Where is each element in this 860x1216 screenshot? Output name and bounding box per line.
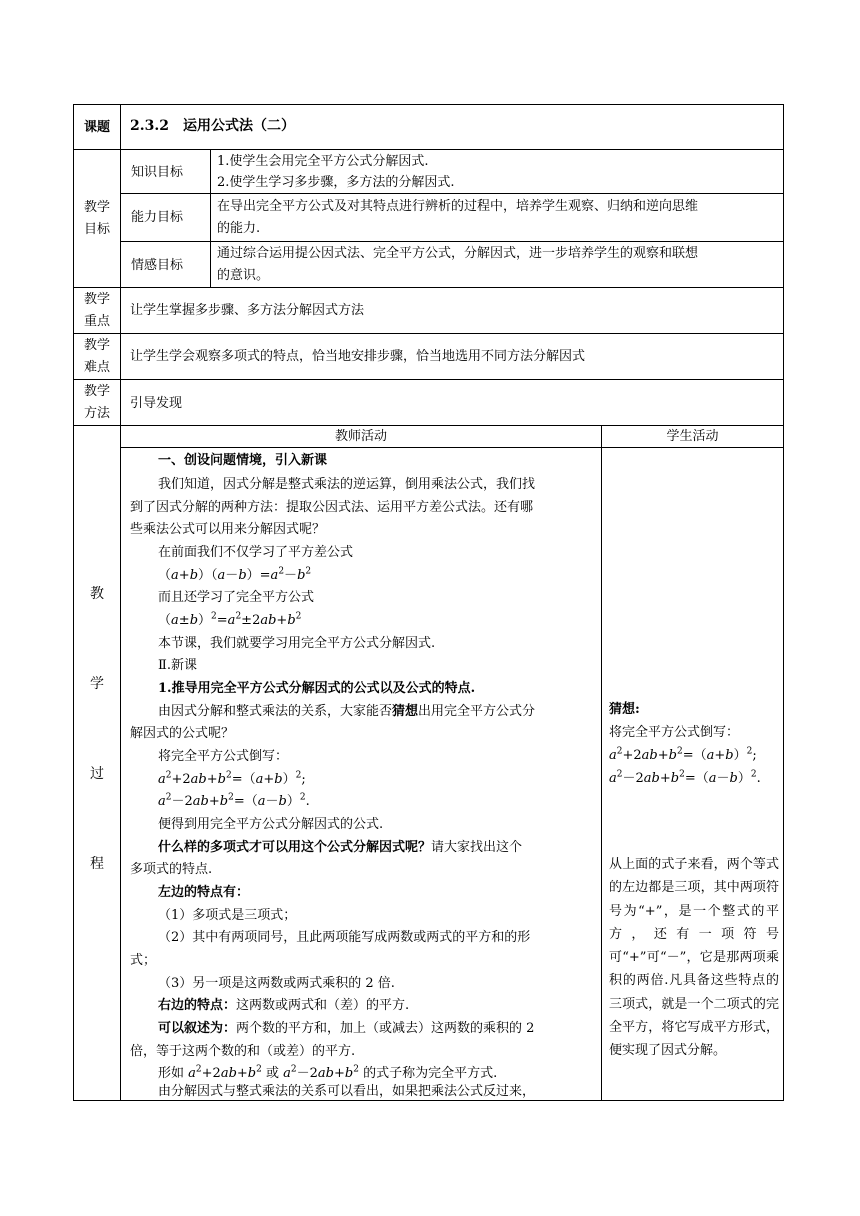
text-segment: 请大家找出这个 — [431, 840, 523, 855]
text-segment: 两个数的平方和，加上（或减去）这两数的乘积的 2 — [236, 1021, 535, 1036]
text-segment: 这两数或两式和（差）的平方. — [236, 998, 410, 1013]
formula-reversed-plus: $a^2+2ab+b^2=(a+b)^2$; — [158, 770, 306, 787]
teacher-line: （2）其中有两项同号，且此两项能写成两数或两式的平方和的形 — [158, 930, 531, 945]
objective-text-ability-2: 的能力. — [217, 221, 261, 236]
process-label-char-4: 程 — [90, 856, 104, 872]
teacher-activity-header: 教师活动 — [334, 429, 387, 444]
key-point-text: 让学生掌握多步骤、多方法分解因式方法 — [130, 303, 365, 318]
teacher-line: （3）另一项是这两数或两式乘积的 2 倍. — [158, 976, 395, 991]
method-text-cell — [120, 379, 784, 426]
question-bold: 什么样的多项式才可以用这个公式分解因式呢？ — [158, 840, 432, 855]
key-point-label-1: 教学 — [83, 292, 110, 307]
left-features-heading: 左边的特点有： — [158, 885, 250, 900]
student-description: 从上面的式子来看，两个等式的左边都是三项，其中两项符号为“+”，是一个整式的平方，还有一项符号可“+”可“－”，它是那两项乘积的两倍.凡具备这些特点的三项式，就是一个二项式的完全平方，将它写成平方形式，便实现了因式分解。 — [609, 857, 779, 1059]
teacher-line: 多项式的特点. — [130, 862, 213, 877]
process-label-cell — [73, 425, 121, 1101]
text-segment: 由因式分解和整式乘法的关系，大家能否 — [158, 704, 393, 719]
method-label-1: 教学 — [83, 384, 110, 399]
text-segment: 的式子称为完全平方式. — [358, 1066, 498, 1081]
key-point-label-2: 重点 — [83, 314, 110, 329]
teacher-line: 式； — [130, 953, 157, 968]
teacher-line: 而且还学习了完全平方公式 — [158, 590, 315, 605]
header-label: 课题 — [83, 120, 110, 135]
objective-text-emotion-2: 的意识。 — [217, 268, 270, 283]
text-segment: 或 — [261, 1066, 284, 1081]
student-activity-header: 学生活动 — [666, 429, 719, 444]
teacher-line: 将完全平方公式倒写： — [158, 749, 289, 764]
teacher-line: 到了因式分解的两种方法：提取公因式法、运用平方差公式法。还有哪 — [130, 500, 534, 515]
process-label-char-1: 教 — [90, 586, 104, 602]
objectives-group-label-2: 目标 — [83, 222, 110, 237]
teacher-line: 解因式的公式呢？ — [130, 726, 235, 741]
objective-name-emotion: 情感目标 — [131, 258, 184, 273]
summary-heading: 可以叙述为： — [158, 1021, 237, 1036]
right-features-line — [158, 995, 409, 1016]
objective-name-knowledge: 知识目标 — [131, 165, 184, 180]
teacher-line: 本节课，我们就要学习用完全平方公式分解因式. — [158, 636, 436, 651]
right-features-heading: 右边的特点： — [158, 998, 237, 1013]
method-label-2: 方法 — [83, 406, 110, 421]
objective-text-knowledge-1: 1.使学生会用完全平方公式分解因式. — [217, 154, 429, 169]
text-segment: 出用完全平方公式分 — [418, 704, 536, 719]
difficulty-label-2: 难点 — [83, 360, 110, 375]
teacher-line: 便得到用完全平方公式分解因式的公式. — [158, 817, 384, 832]
formula-perfect-square: $(a\pm b)^2=a^2\pm 2ab+b^2$ — [158, 611, 302, 628]
teacher-line: （1）多项式是三项式； — [158, 908, 297, 923]
difficulty-label-1: 教学 — [83, 338, 110, 353]
student-guess-heading: 猜想: — [609, 702, 640, 717]
teacher-line: 在前面我们不仅学习了平方差公式 — [158, 545, 354, 560]
summary-line — [158, 1018, 534, 1039]
section-heading-intro: 一、创设问题情境，引入新课 — [158, 453, 328, 468]
process-label-char-2: 学 — [90, 676, 104, 692]
guess-keyword: 猜想 — [392, 704, 419, 719]
process-label-char-3: 过 — [90, 766, 104, 782]
formula-reversed-minus: $a^2-2ab+b^2=(a-b)^2$. — [158, 792, 310, 809]
student-formula-minus: $a^2-2ab+b^2=(a-b)^2$. — [609, 769, 761, 786]
method-text: 引导发现 — [130, 396, 183, 411]
section-heading-derive: 1.推导用完全平方公式分解因式的公式以及公式的特点. — [158, 681, 476, 696]
teacher-line: 倍，等于这两个数的和（或差）的平方. — [130, 1044, 356, 1059]
teacher-line-guess — [158, 701, 535, 722]
objective-text-knowledge-2: 2.使学生学习多步骤，多方法的分解因式. — [217, 175, 455, 190]
teacher-line: Ⅱ.新课 — [158, 658, 197, 673]
text-segment: 形如 — [158, 1066, 189, 1081]
objective-name-ability: 能力目标 — [131, 210, 184, 225]
objectives-group-label-1: 教学 — [83, 200, 110, 215]
process-header-divider — [120, 447, 784, 448]
student-line: 将完全平方公式倒写： — [609, 725, 740, 740]
teacher-line-question — [158, 837, 522, 858]
teacher-line: 由分解因式与整式乘法的关系可以看出，如果把乘法公式反过来， — [158, 1084, 536, 1099]
difficulty-text: 让学生学会观察多项式的特点，恰当地安排步骤，恰当地选用不同方法分解因式 — [130, 349, 586, 364]
objective-text-ability-1: 在导出完全平方公式及对其特点进行辨析的过程中，培养学生观察、归纳和逆向思维 — [217, 199, 699, 214]
student-formula-plus: $a^2+2ab+b^2=(a+b)^2$; — [609, 746, 757, 763]
teacher-line: 些乘法公式可以用来分解因式呢？ — [130, 522, 326, 537]
formula-difference-of-squares: $(a+b)(a-b)=a^2-b^2$ — [158, 566, 312, 583]
objective-text-emotion-1: 通过综合运用提公因式法、完全平方公式，分解因式，进一步培养学生的观察和联想 — [217, 246, 699, 261]
teacher-line: 我们知道，因式分解是整式乘法的逆运算，倒用乘法公式，我们找 — [158, 477, 536, 492]
lesson-title: 2.3.2 运用公式法（二） — [130, 118, 295, 134]
perfect-square-definition: 形如 $a^2+2ab+b^2$ 或 $a^2-2ab+b^2$ 的式子称为完全平方式. — [158, 1064, 498, 1081]
